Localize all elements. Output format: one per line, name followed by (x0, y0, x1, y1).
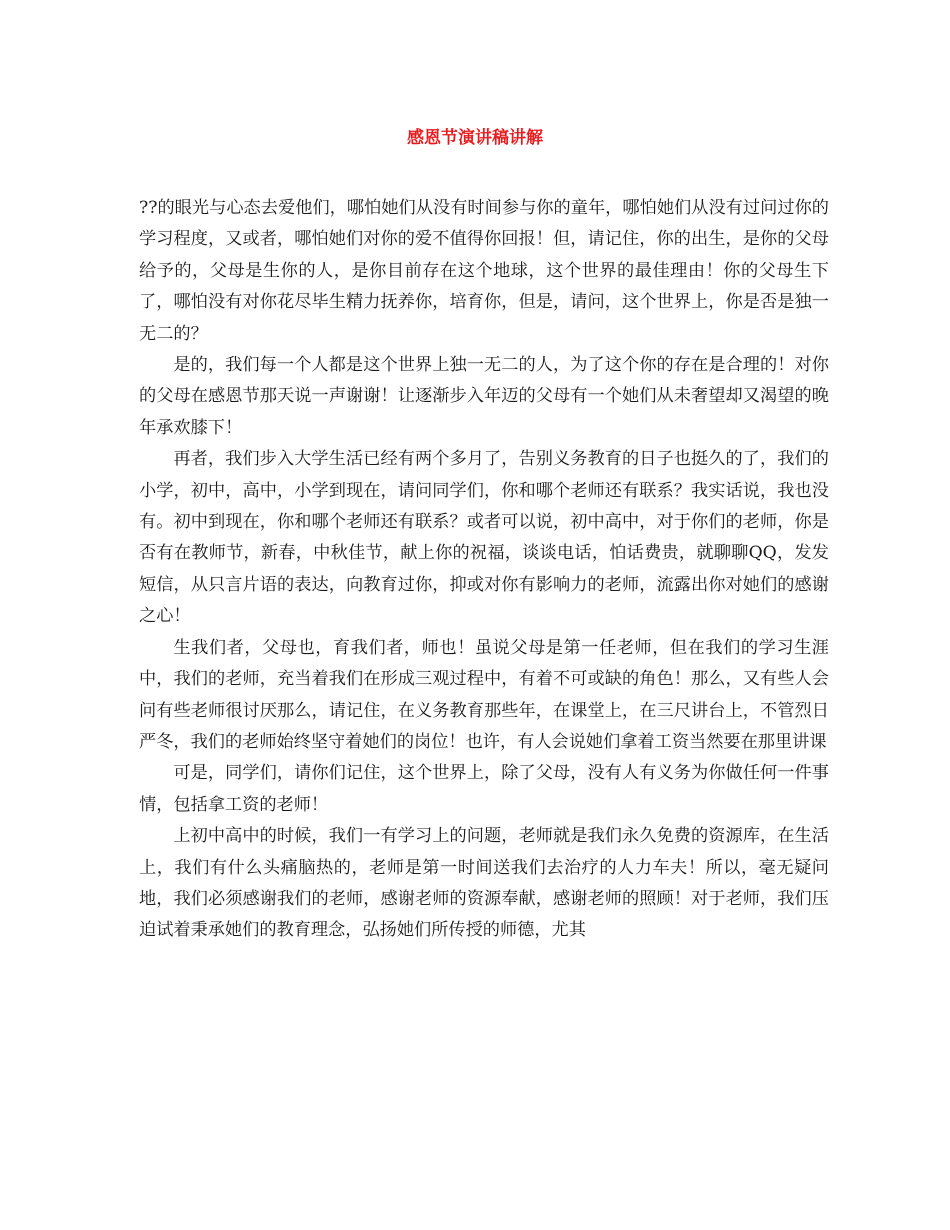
paragraph-1: ??的眼光与心态去爱他们，哪怕她们从没有时间参与你的童年，哪怕她们从没有过问过你的学习程度，又或者，哪怕她们对你的爱不值得你回报！但，请记住，你的出生，是你的父母给予的，父母是生你的人，是你目前存在这个地球，这个世界的最佳理由！你的父母生下了，哪怕没有对你花尽毕生精力抚养你，培育你，但是，请问，这个世界上，你是否是独一无二的？ (139, 198, 829, 344)
paragraph-5: 可是，同学们，请你们记住，这个世界上，除了父母，没有人有义务为你做任何一件事情，包括拿工资的老师！ (139, 763, 829, 815)
paragraph-4: 生我们者，父母也，育我们者，师也！虽说父母是第一任老师，但在我们的学习生涯中，我们的老师，充当着我们在形成三观过程中，有着不可或缺的角色！那么，又有些人会问有些老师很讨厌那么，请记住，在义务教育那些年，在课堂上，在三尺讲台上，不管烈日严冬，我们的老师始终坚守着她们的岗位！也许，有人会说她们拿着工资当然要在那里讲课 (139, 637, 829, 752)
paragraph-6: 上初中高中的时候，我们一有学习上的问题，老师就是我们永久免费的资源库，在生活上，我们有什么头痛脑热的，老师是第一时间送我们去治疗的人力车夫！所以，毫无疑问地，我们必须感谢我们的老师，感谢老师的资源奉献，感谢老师的照顾！对于老师，我们压迫试着秉承她们的教育理念，弘扬她们所传授的师德，尤其 (139, 826, 829, 941)
document-title: 感恩节演讲稿讲解 (407, 128, 543, 148)
paragraph-3: 再者，我们步入大学生活已经有两个多月了，告别义务教育的日子也挺久的了，我们的小学，初中，高中，小学到现在，请问同学们，你和哪个老师还有联系？我实话说，我也没有。初中到现在，你和哪个老师还有联系？或者可以说，初中高中，对于你们的老师，你是否有在教师节，新春，中秋佳节，献上你的祝福，谈谈电话，怕话费贵，就聊聊QQ，发发短信，从只言片语的表达，向教育过你，抑或对你有影响力的老师，流露出你对她们的感谢之心！ (139, 449, 829, 627)
document-body (139, 193, 829, 947)
paragraph-2: 是的，我们每一个人都是这个世界上独一无二的人，为了这个你的存在是合理的！对你的父母在感恩节那天说一声谢谢！让逐渐步入年迈的父母有一个她们从未奢望却又渴望的晚年承欢膝下！ (139, 355, 829, 438)
